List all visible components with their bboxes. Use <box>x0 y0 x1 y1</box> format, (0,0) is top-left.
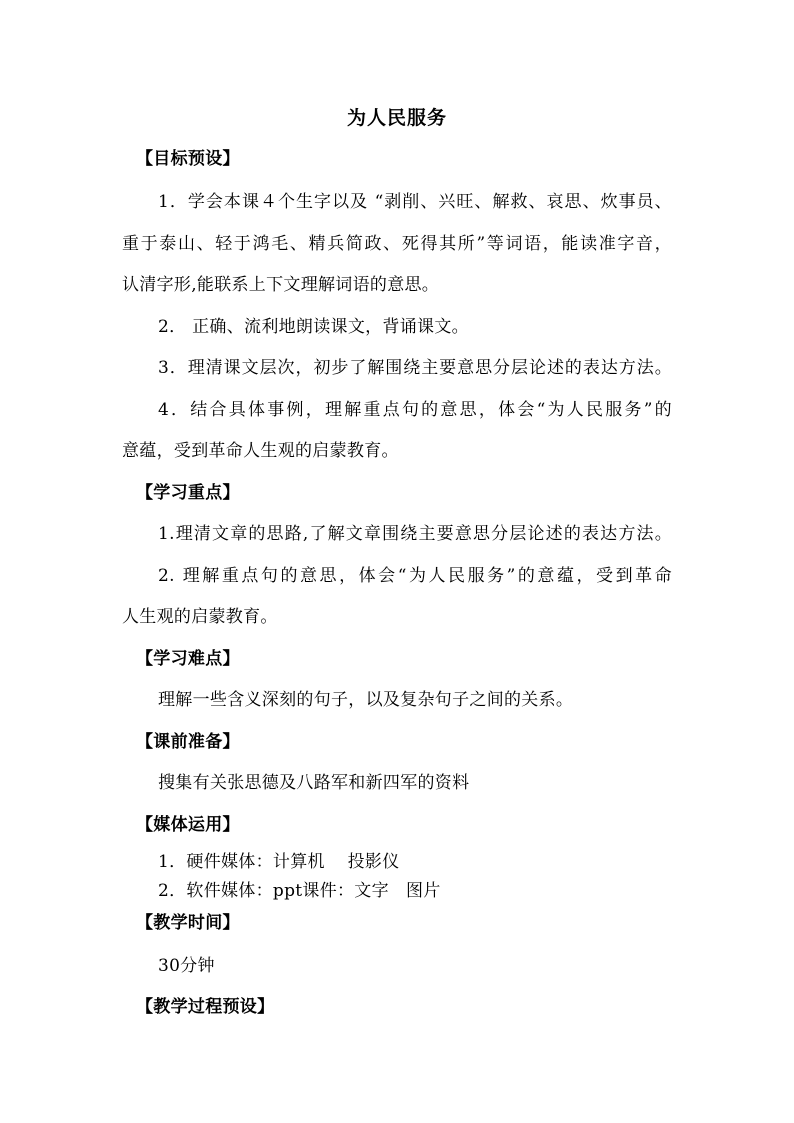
paragraph-line: 2． 正确、流利地朗读课文，背诵课文。 <box>158 317 469 337</box>
paragraph-line: 1．硬件媒体：计算机 投影仪 <box>158 852 400 872</box>
section-heading-goals: 【目标预设】 <box>136 149 240 169</box>
section-heading-teaching-process: 【教学过程预设】 <box>136 997 275 1017</box>
section-heading-teaching-time: 【教学时间】 <box>136 913 240 933</box>
section-heading-key-points: 【学习重点】 <box>136 483 240 503</box>
paragraph-line: 30分钟 <box>158 956 215 976</box>
paragraph-line: 搜集有关张思德及八路军和新四军的资料 <box>158 773 470 793</box>
paragraph-line: 1．学会本课４个生字以及 “剥削、兴旺、解救、哀思、炊事员、 <box>158 192 672 212</box>
paragraph-line: 1.理清文章的思路,了解文章围绕主要意思分层论述的表达方法。 <box>158 524 672 544</box>
paragraph-line: 2. 理解重点句的意思，体会“为人民服务”的意蕴，受到革命 <box>158 566 672 586</box>
paragraph-line: 重于泰山、轻于鸿毛、精兵简政、死得其所”等词语，能读准字音， <box>122 234 672 254</box>
paragraph-line: 2．软件媒体：ppt课件：文字 图片 <box>158 881 441 901</box>
section-heading-difficulties: 【学习难点】 <box>136 649 240 669</box>
paragraph-line: 认清字形,能联系上下文理解词语的意思。 <box>122 275 440 295</box>
document-title: 为人民服务 <box>346 107 447 129</box>
paragraph-line: 意蕴，受到革命人生观的启蒙教育。 <box>122 441 399 461</box>
paragraph-line: 理解一些含义深刻的句子，以及复杂句子之间的关系。 <box>158 690 574 710</box>
section-heading-preparation: 【课前准备】 <box>136 732 240 752</box>
section-heading-media: 【媒体运用】 <box>136 815 240 835</box>
paragraph-line: 人生观的启蒙教育。 <box>122 607 278 627</box>
paragraph-line: 3．理清课文层次，初步了解围绕主要意思分层论述的表达方法。 <box>158 358 672 378</box>
paragraph-line: 4．结合具体事例，理解重点句的意思，体会“为人民服务”的 <box>158 400 672 420</box>
